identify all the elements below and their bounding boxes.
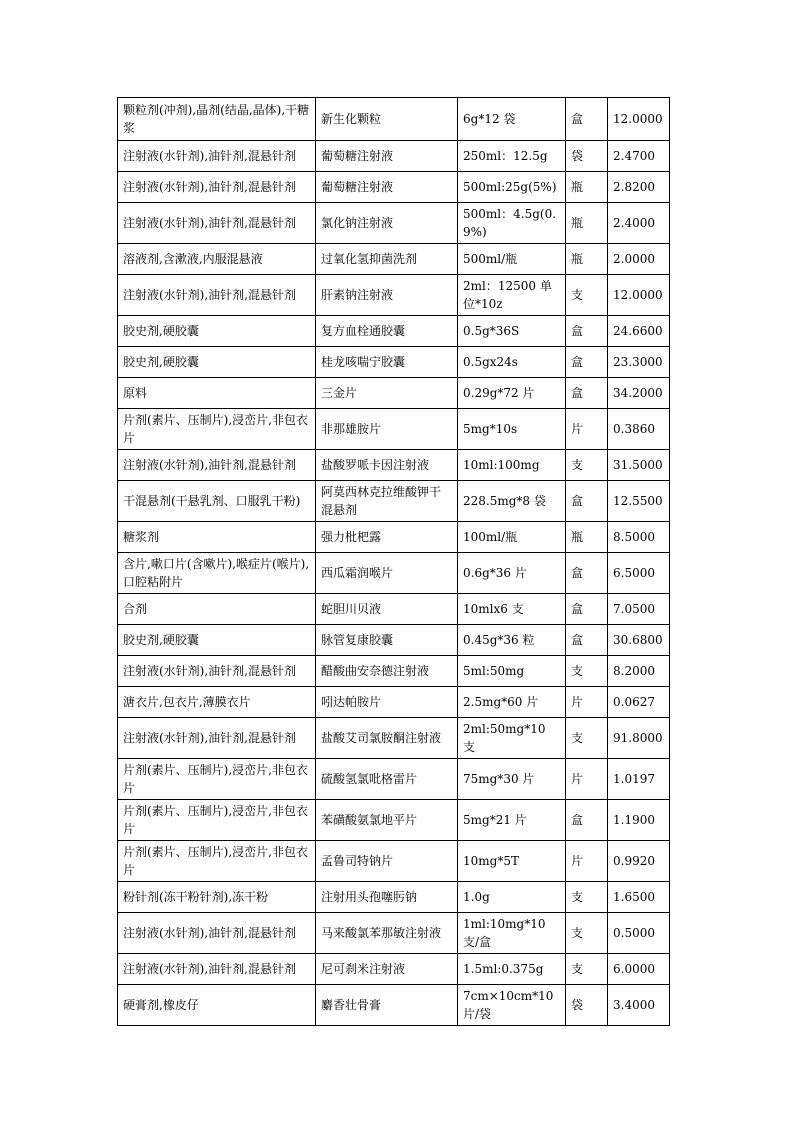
dosage-form-cell: 原料 <box>118 378 316 409</box>
dosage-form-cell: 干混悬剂(干悬乳剂、口服乳干粉) <box>118 481 316 522</box>
table-row <box>118 594 670 625</box>
drug-name-cell: 马来酸氯苯那敏注射液 <box>316 913 458 954</box>
unit-cell: 瓶 <box>566 244 608 275</box>
drug-name-cell: 蛇胆川贝液 <box>316 594 458 625</box>
price-cell: 30.6800 <box>608 625 670 656</box>
price-cell: 24.6600 <box>608 316 670 347</box>
specification-cell: 0.5gx24s <box>458 347 566 378</box>
unit-cell: 瓶 <box>566 172 608 203</box>
specification-cell: 7cm×10cm*10 片/袋 <box>458 985 566 1026</box>
dosage-form-cell: 注射液(水针剂),油针剂,混悬针剂 <box>118 913 316 954</box>
table-row <box>118 985 670 1026</box>
dosage-form-cell: 注射液(水针剂),油针剂,混悬针剂 <box>118 450 316 481</box>
drug-name-cell: 非那雄胺片 <box>316 409 458 450</box>
unit-cell: 片 <box>566 687 608 718</box>
drug-name-cell: 吲达帕胺片 <box>316 687 458 718</box>
table-row <box>118 913 670 954</box>
unit-cell: 袋 <box>566 141 608 172</box>
dosage-form-cell: 糖浆剂 <box>118 522 316 553</box>
unit-cell: 片 <box>566 759 608 800</box>
specification-cell: 10mg*5T <box>458 841 566 882</box>
table-row <box>118 687 670 718</box>
dosage-form-cell: 胶史剂,硬胶囊 <box>118 347 316 378</box>
table-row <box>118 481 670 522</box>
drug-name-cell: 葡萄糖注射液 <box>316 141 458 172</box>
price-cell: 1.1900 <box>608 800 670 841</box>
unit-cell: 支 <box>566 275 608 316</box>
specification-cell: 2ml：12500 单位*10z <box>458 275 566 316</box>
unit-cell: 支 <box>566 718 608 759</box>
dosage-form-cell: 注射液(水针剂),油针剂,混悬针剂 <box>118 172 316 203</box>
drug-name-cell: 苯磺酸氨氯地平片 <box>316 800 458 841</box>
drug-name-cell: 桂龙咳喘宁胶囊 <box>316 347 458 378</box>
drug-name-cell: 新生化颗粒 <box>316 98 458 141</box>
dosage-form-cell: 片剂(素片、压制片),浸峦片,非包衣片 <box>118 800 316 841</box>
dosage-form-cell: 合剂 <box>118 594 316 625</box>
price-cell: 31.5000 <box>608 450 670 481</box>
unit-cell: 盒 <box>566 594 608 625</box>
dosage-form-cell: 片剂(素片、压制片),浸峦片,非包衣片 <box>118 409 316 450</box>
price-cell: 12.0000 <box>608 98 670 141</box>
table-row <box>118 625 670 656</box>
price-cell: 3.4000 <box>608 985 670 1026</box>
dosage-form-cell: 硬膏剂,橡皮仔 <box>118 985 316 1026</box>
price-cell: 2.4700 <box>608 141 670 172</box>
dosage-form-cell: 注射液(水针剂),油针剂,混悬针剂 <box>118 954 316 985</box>
price-cell: 6.0000 <box>608 954 670 985</box>
table-row <box>118 841 670 882</box>
dosage-form-cell: 胶史剂,硬胶囊 <box>118 625 316 656</box>
specification-cell: 228.5mg*8 袋 <box>458 481 566 522</box>
table-row <box>118 718 670 759</box>
drug-name-cell: 麝香壮骨膏 <box>316 985 458 1026</box>
table-row <box>118 759 670 800</box>
price-cell: 1.0197 <box>608 759 670 800</box>
table-body <box>118 98 670 1026</box>
specification-cell: 1.0g <box>458 882 566 913</box>
price-cell: 12.5500 <box>608 481 670 522</box>
drug-name-cell: 脉管复康胶囊 <box>316 625 458 656</box>
drug-name-cell: 孟鲁司特钠片 <box>316 841 458 882</box>
price-cell: 34.2000 <box>608 378 670 409</box>
dosage-form-cell: 粉针剂(冻干粉针剂),冻干粉 <box>118 882 316 913</box>
unit-cell: 支 <box>566 656 608 687</box>
drug-name-cell: 注射用头孢噻肟钠 <box>316 882 458 913</box>
specification-cell: 500ml：4.5g(0.9%) <box>458 203 566 244</box>
specification-cell: 1ml:10mg*10 支/盒 <box>458 913 566 954</box>
drug-name-cell: 肝素钠注射液 <box>316 275 458 316</box>
price-cell: 0.9920 <box>608 841 670 882</box>
dosage-form-cell: 注射液(水针剂),油针剂,混悬针剂 <box>118 275 316 316</box>
drug-name-cell: 强力枇杷露 <box>316 522 458 553</box>
specification-cell: 1.5ml:0.375g <box>458 954 566 985</box>
unit-cell: 盒 <box>566 553 608 594</box>
unit-cell: 支 <box>566 913 608 954</box>
dosage-form-cell: 片剂(素片、压制片),浸峦片,非包衣片 <box>118 841 316 882</box>
drug-name-cell: 复方血栓通胶囊 <box>316 316 458 347</box>
unit-cell: 片 <box>566 841 608 882</box>
dosage-form-cell: 溶液剂,含漱液,内服混悬液 <box>118 244 316 275</box>
drug-name-cell: 葡萄糖注射液 <box>316 172 458 203</box>
drug-price-table <box>117 97 670 1026</box>
specification-cell: 250ml：12.5g <box>458 141 566 172</box>
price-cell: 23.3000 <box>608 347 670 378</box>
specification-cell: 10mlx6 支 <box>458 594 566 625</box>
price-cell: 2.8200 <box>608 172 670 203</box>
table-row <box>118 656 670 687</box>
price-cell: 8.2000 <box>608 656 670 687</box>
price-cell: 0.3860 <box>608 409 670 450</box>
drug-name-cell: 盐酸艾司氯胺酮注射液 <box>316 718 458 759</box>
price-cell: 7.0500 <box>608 594 670 625</box>
dosage-form-cell: 含片,嗽口片(含嗽片),喉症片(喉片),口腔粘附片 <box>118 553 316 594</box>
table-row <box>118 378 670 409</box>
unit-cell: 盒 <box>566 481 608 522</box>
price-cell: 0.5000 <box>608 913 670 954</box>
table-row <box>118 275 670 316</box>
drug-name-cell: 醋酸曲安奈德注射液 <box>316 656 458 687</box>
dosage-form-cell: 胶史剂,硬胶囊 <box>118 316 316 347</box>
table-row <box>118 954 670 985</box>
price-cell: 0.0627 <box>608 687 670 718</box>
specification-cell: 0.29g*72 片 <box>458 378 566 409</box>
table-row <box>118 203 670 244</box>
table-row <box>118 882 670 913</box>
price-cell: 12.0000 <box>608 275 670 316</box>
price-cell: 1.6500 <box>608 882 670 913</box>
unit-cell: 支 <box>566 882 608 913</box>
unit-cell: 瓶 <box>566 203 608 244</box>
unit-cell: 支 <box>566 450 608 481</box>
price-cell: 2.4000 <box>608 203 670 244</box>
specification-cell: 0.45g*36 粒 <box>458 625 566 656</box>
specification-cell: 75mg*30 片 <box>458 759 566 800</box>
drug-name-cell: 氯化钠注射液 <box>316 203 458 244</box>
specification-cell: 5ml:50mg <box>458 656 566 687</box>
table-row <box>118 553 670 594</box>
unit-cell: 盒 <box>566 378 608 409</box>
dosage-form-cell: 注射液(水针剂),油针剂,混悬针剂 <box>118 718 316 759</box>
specification-cell: 500ml:25g(5%) <box>458 172 566 203</box>
table-row <box>118 316 670 347</box>
specification-cell: 2.5mg*60 片 <box>458 687 566 718</box>
unit-cell: 盒 <box>566 316 608 347</box>
drug-name-cell: 阿莫西林克拉维酸钾干混悬剂 <box>316 481 458 522</box>
dosage-form-cell: 片剂(素片、压制片),浸峦片,非包衣片 <box>118 759 316 800</box>
specification-cell: 0.5g*36S <box>458 316 566 347</box>
drug-name-cell: 西瓜霜润喉片 <box>316 553 458 594</box>
unit-cell: 盒 <box>566 98 608 141</box>
dosage-form-cell: 注射液(水针剂),油针剂,混悬针剂 <box>118 141 316 172</box>
specification-cell: 6g*12 袋 <box>458 98 566 141</box>
dosage-form-cell: 颗粒剂(冲剂),晶剂(结晶,晶体),干糖浆 <box>118 98 316 141</box>
unit-cell: 片 <box>566 409 608 450</box>
table-row <box>118 522 670 553</box>
table-row <box>118 98 670 141</box>
specification-cell: 500ml/瓶 <box>458 244 566 275</box>
dosage-form-cell: 溏衣片,包衣片,薄膜衣片 <box>118 687 316 718</box>
unit-cell: 支 <box>566 954 608 985</box>
unit-cell: 盒 <box>566 347 608 378</box>
specification-cell: 0.6g*36 片 <box>458 553 566 594</box>
specification-cell: 5mg*10s <box>458 409 566 450</box>
unit-cell: 瓶 <box>566 522 608 553</box>
table-row <box>118 409 670 450</box>
price-cell: 91.8000 <box>608 718 670 759</box>
unit-cell: 盒 <box>566 800 608 841</box>
drug-name-cell: 硫酸氢氯吡格雷片 <box>316 759 458 800</box>
price-cell: 2.0000 <box>608 244 670 275</box>
specification-cell: 100ml/瓶 <box>458 522 566 553</box>
table-row <box>118 172 670 203</box>
price-cell: 8.5000 <box>608 522 670 553</box>
drug-name-cell: 过氧化氢抑菌洗剂 <box>316 244 458 275</box>
table-row <box>118 347 670 378</box>
unit-cell: 袋 <box>566 985 608 1026</box>
unit-cell: 盒 <box>566 625 608 656</box>
table-row <box>118 244 670 275</box>
dosage-form-cell: 注射液(水针剂),油针剂,混悬针剂 <box>118 656 316 687</box>
specification-cell: 10ml:100mg <box>458 450 566 481</box>
price-cell: 6.5000 <box>608 553 670 594</box>
dosage-form-cell: 注射液(水针剂),油针剂,混悬针剂 <box>118 203 316 244</box>
specification-cell: 5mg*21 片 <box>458 800 566 841</box>
table-row <box>118 450 670 481</box>
table-row <box>118 141 670 172</box>
specification-cell: 2ml:50mg*10 支 <box>458 718 566 759</box>
drug-name-cell: 尼可刹米注射液 <box>316 954 458 985</box>
drug-name-cell: 盐酸罗哌卡因注射液 <box>316 450 458 481</box>
table-row <box>118 800 670 841</box>
drug-name-cell: 三金片 <box>316 378 458 409</box>
